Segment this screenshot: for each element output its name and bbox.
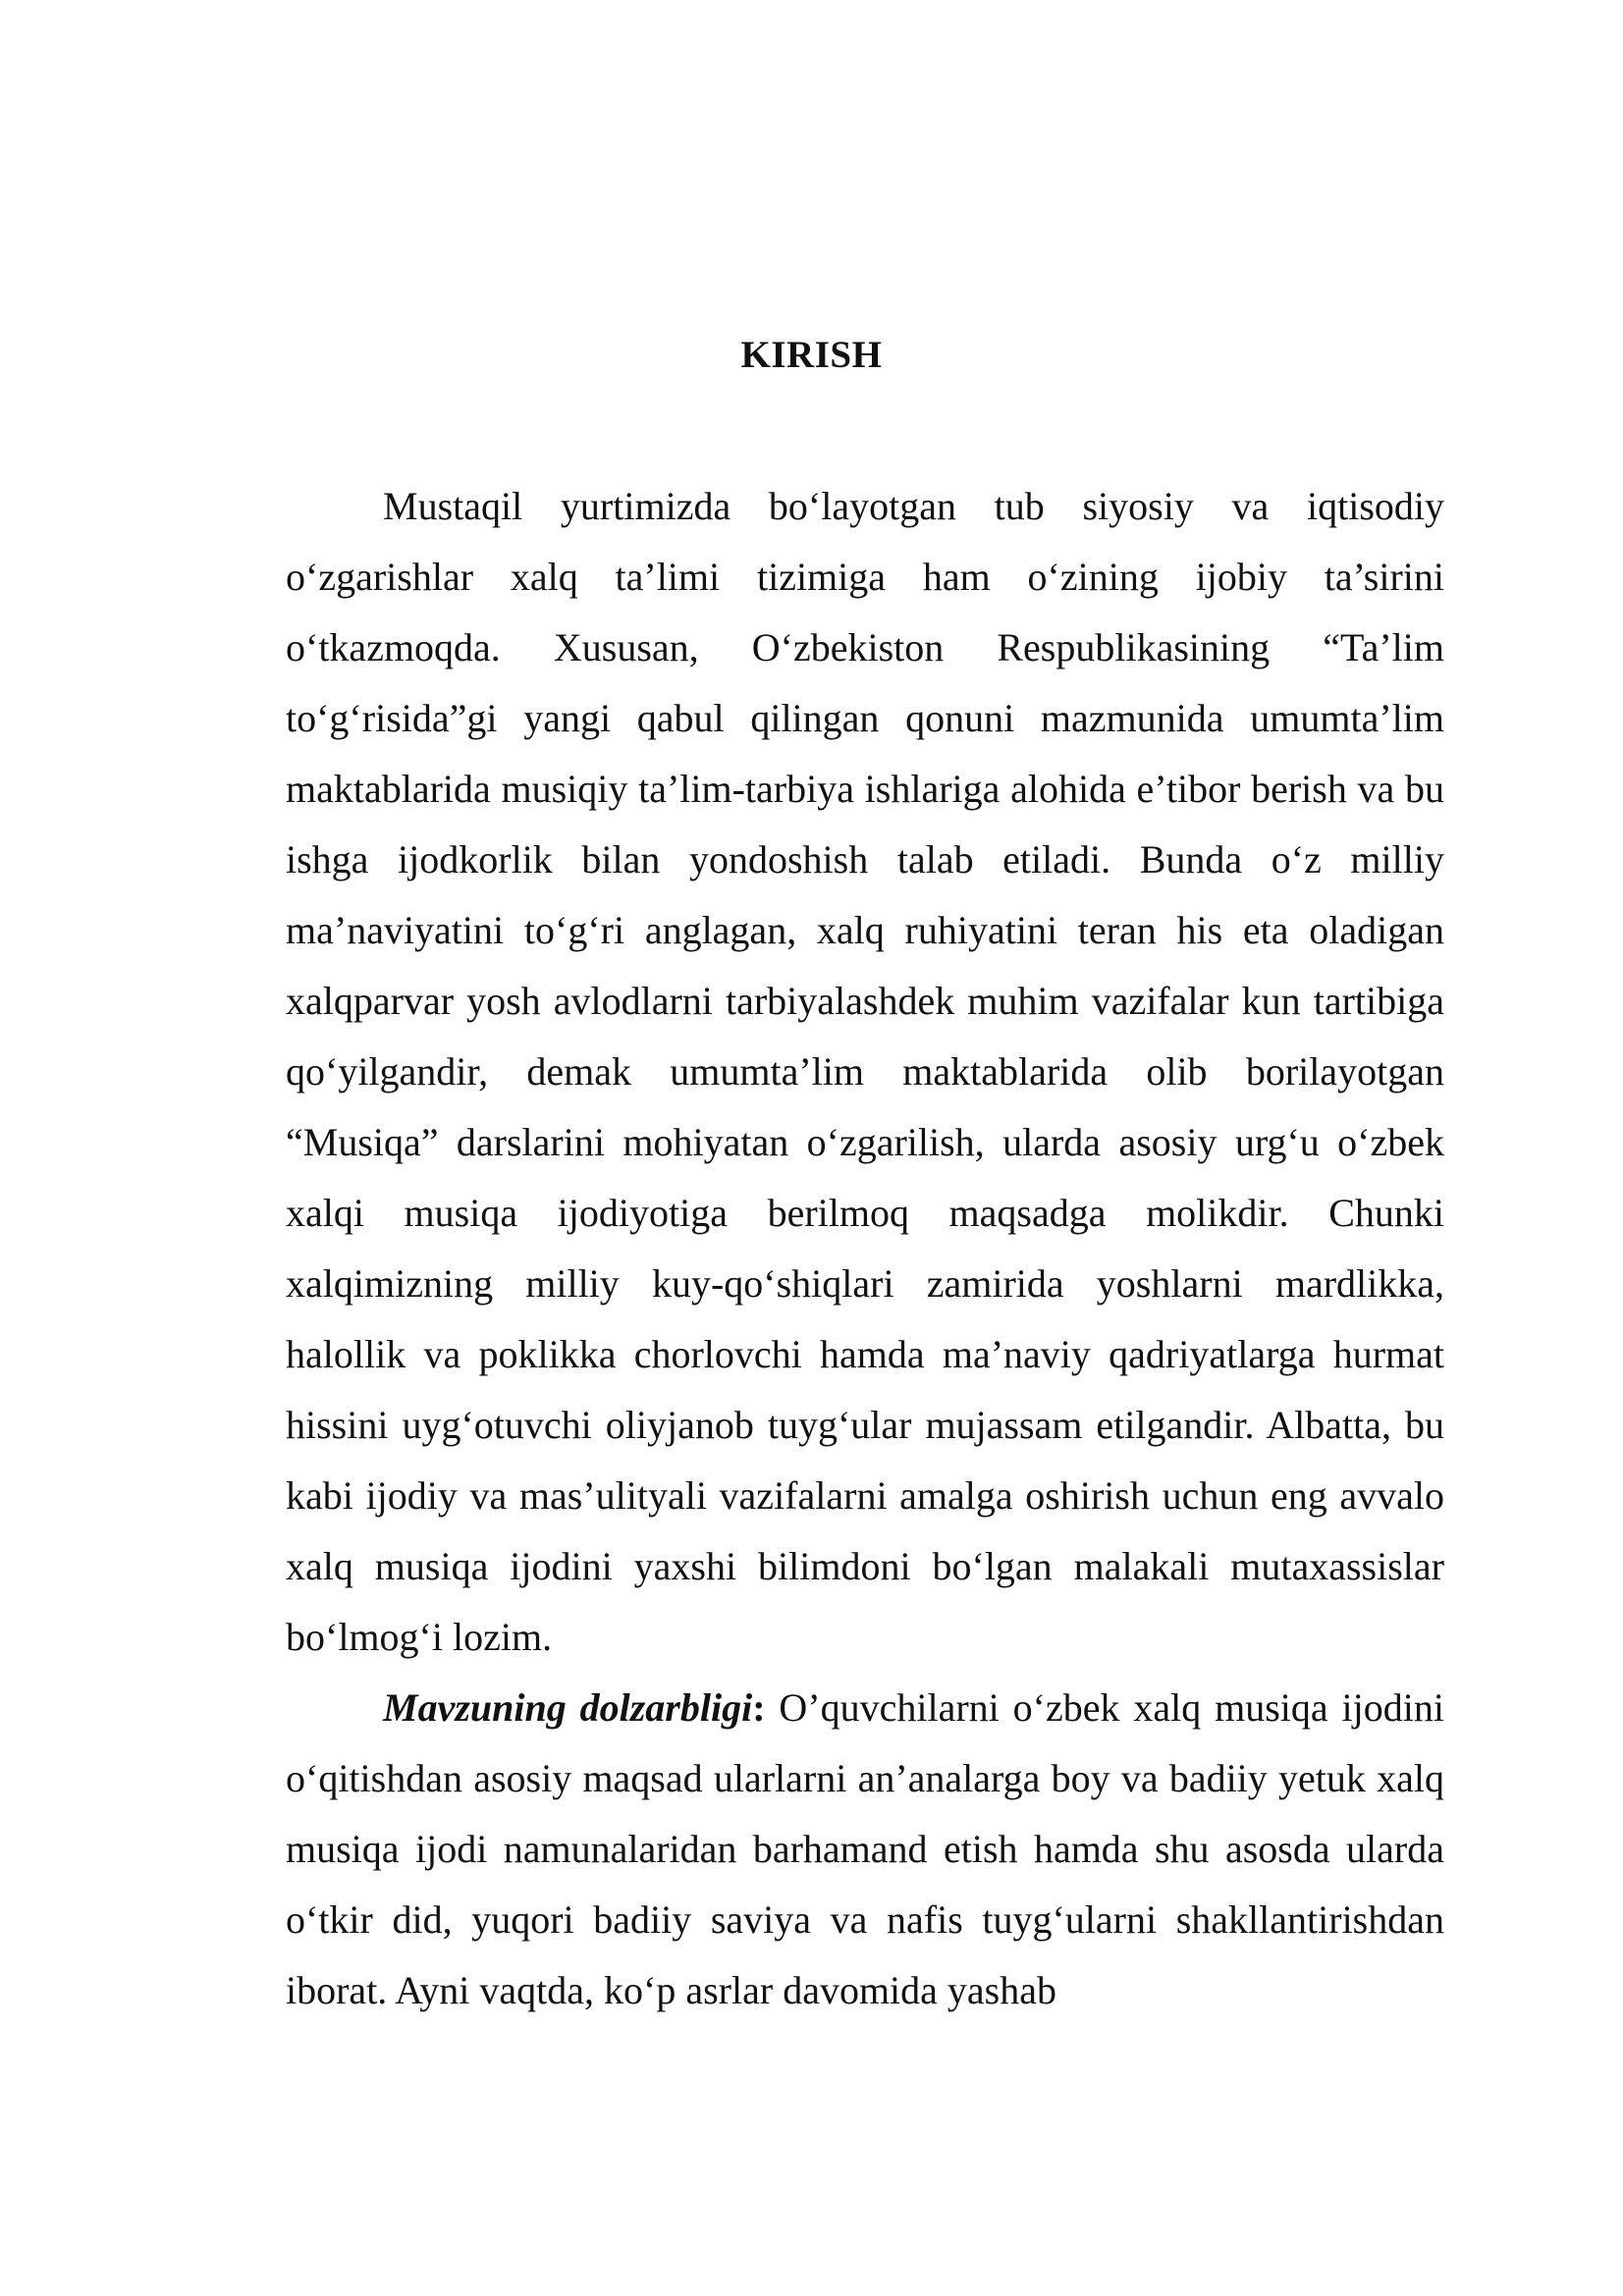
- section-heading: KIRISH: [740, 334, 883, 376]
- paragraph-lead-colon: :: [752, 1685, 766, 1730]
- paragraph-lead-term: Mavzuning dolzarbligi: [383, 1685, 753, 1730]
- document-body: [286, 471, 1444, 2026]
- paragraph-relevance-text: O’quvchilarni o‘zbek xalq musiqa ijodini o‘qitishdan asosiy maqsad ularlarni an’analarga boy va badiiy yetuk xalq musiqa ijodi namunalaridan barhamand etish hamda shu asosda ularda o‘tkir did, yuqori badiiy saviya va nafis tuyg‘ularni shakllantirishdan iborat. Ayni vaqtda, ko‘p asrlar davomida yashab: [286, 1685, 1445, 2012]
- paragraph-introduction: Mustaqil yurtimizda bo‘layotgan tub siyosiy va iqtisodiy o‘zgarishlar xalq ta’limi tizimiga ham o‘zining ijobiy ta’sirini o‘tkazmoqda. Xususan, O‘zbekiston Respublikasining “Ta’lim to‘g‘risida”gi yangi qabul qilingan qonuni mazmunida umumta’lim maktablarida musiqiy ta’lim-tarbiya ishlariga alohida e’tibor berish va bu ishga ijodkorlik bilan yondoshish talab etiladi. Bunda o‘z milliy ma’naviyatini to‘g‘ri anglagan, xalq ruhiyatini teran his eta oladigan xalqparvar yosh avlodlarni tarbiyalashdek muhim vazifalar kun tartibiga qo‘yilgandir, demak umumta’lim maktablarida olib borilayotgan “Musiqa” darslarini mohiyatan o‘zgarilish, ularda asosiy urg‘u o‘zbek xalqi musiqa ijodiyotiga berilmoq maqsadga molikdir. Chunki xalqimizning milliy kuy-qo‘shiqlari zamirida yoshlarni mardlikka, halollik va poklikka chorlovchi hamda ma’naviy qadriyatlarga hurmat hissini uyg‘otuvchi oliyjanob tuyg‘ular mujassam etilgandir. Albatta, bu kabi ijodiy va mas’ulityali vazifalarni amalga oshirish uchun eng avvalo xalq musiqa ijodini yaxshi bilimdoni bo‘lgan malakali mutaxassislar bo‘lmog‘i lozim.: [286, 484, 1444, 1659]
- paragraph-relevance: [286, 1673, 1444, 2026]
